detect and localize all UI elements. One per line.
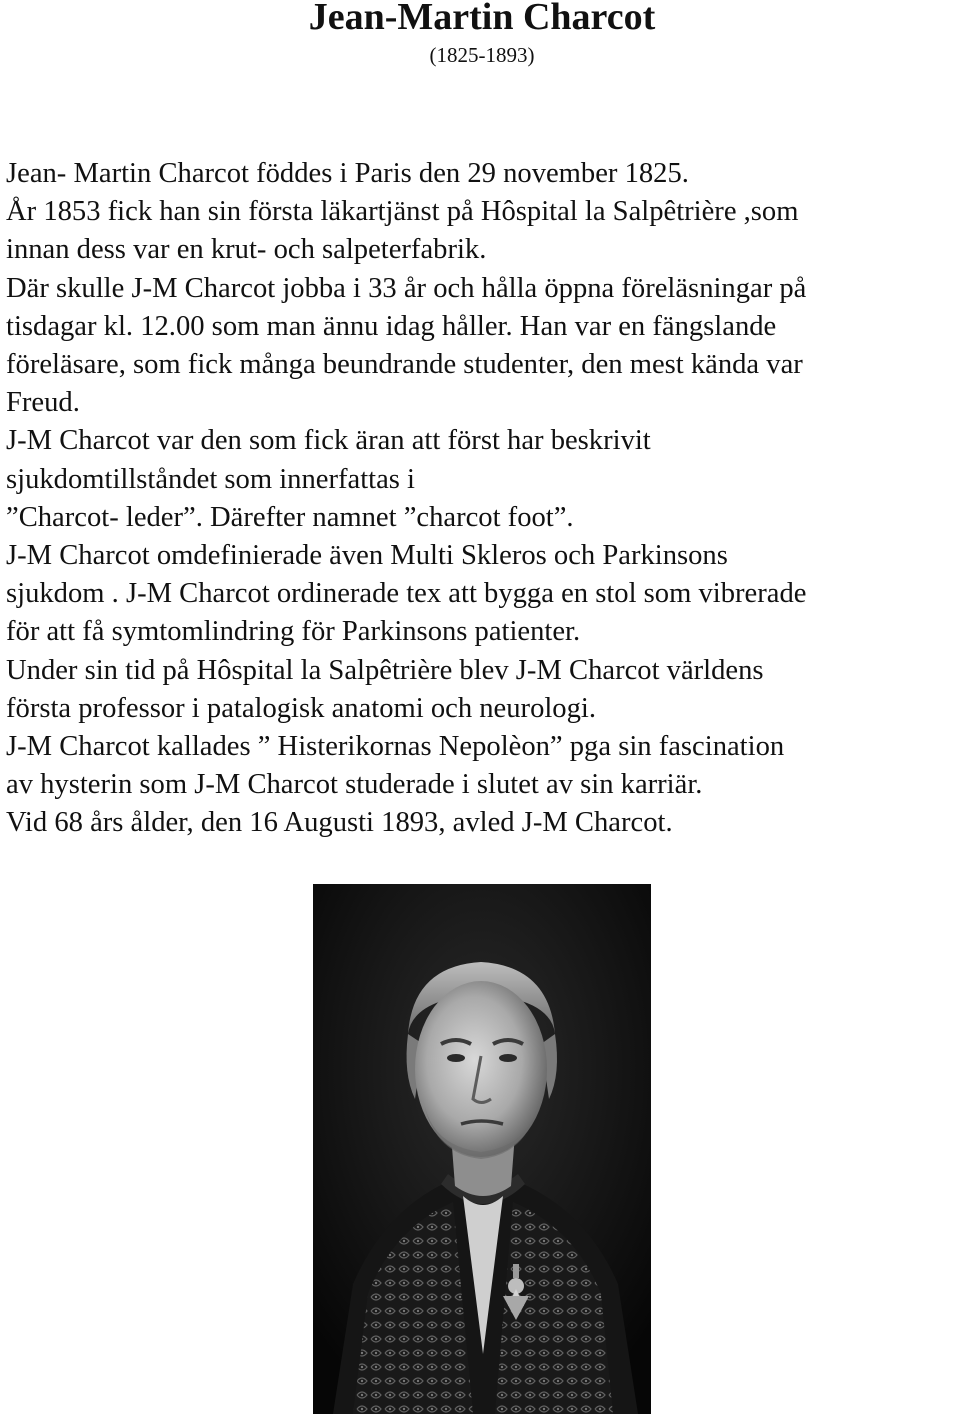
text-line: av hysterin som J-M Charcot studerade i slutet av sin karriär. — [6, 769, 703, 801]
text-line: J-M Charcot omdefinierade även Multi Skleros och Parkinsons — [6, 540, 728, 572]
biography-text — [6, 155, 960, 843]
text-line: tisdagar kl. 12.00 som man ännu idag håller. Han var en fängslande — [6, 310, 777, 342]
page-title: Jean-Martin Charcot — [308, 0, 656, 38]
text-line: första professor i patalogisk anatomi och neurologi. — [6, 692, 596, 724]
text-line: År 1853 fick han sin första läkartjänst på Hôspital la Salpêtrière ,som — [6, 196, 799, 228]
portrait-photo — [313, 884, 651, 1414]
text-line: J-M Charcot kallades ” Histerikornas Nepolèon” pga sin fascination — [6, 731, 785, 763]
text-line: innan dess var en krut- och salpeterfabrik. — [6, 234, 487, 266]
text-line: ”Charcot- leder”. Därefter namnet ”charcot foot”. — [6, 501, 574, 533]
text-line: sjukdomtillståndet som innerfattas i — [6, 463, 415, 495]
text-line: föreläsare, som fick många beundrande studenter, den mest kända var — [6, 349, 803, 381]
text-line: för att få symtomlindring för Parkinsons patienter. — [6, 616, 581, 648]
text-line: Där skulle J-M Charcot jobba i 33 år och hålla öppna föreläsningar på — [6, 272, 807, 304]
text-line: Jean- Martin Charcot föddes i Paris den 29 november 1825. — [6, 158, 689, 189]
text-line: Vid 68 års ålder, den 16 Augusti 1893, avled J-M Charcot. — [6, 807, 673, 839]
lifespan-subtitle: (1825-1893) — [429, 43, 535, 67]
text-line: Under sin tid på Hôspital la Salpêtrière blev J-M Charcot världens — [6, 654, 764, 686]
text-line: sjukdom . J-M Charcot ordinerade tex att bygga en stol som vibrerade — [6, 578, 807, 610]
text-line: Freud. — [6, 387, 80, 419]
text-line: J-M Charcot var den som fick äran att först har beskrivit — [6, 425, 651, 457]
